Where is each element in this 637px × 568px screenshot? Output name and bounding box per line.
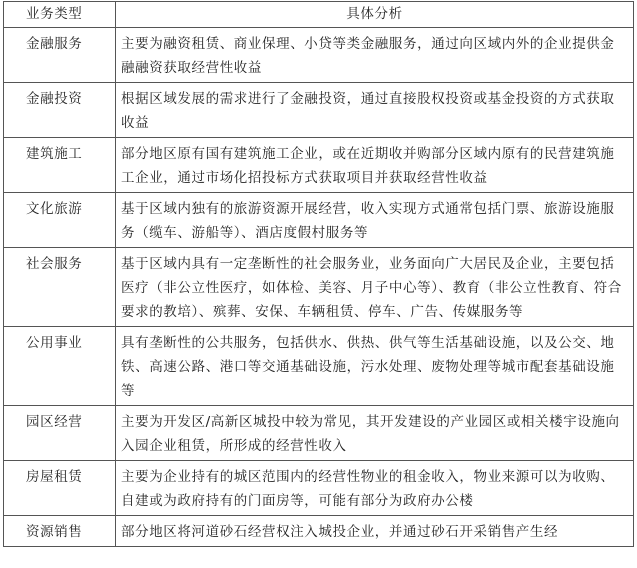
row-analysis-cell: 基于区域内具有一定垄断性的社会服务业，业务面向广大居民及企业，主要包括医疗（非公立性医疗，如体检、美容、月子中心等）、教育（非公立性教育、符合要求的教培）、殡葬、安保、车辆租赁、停车、广告、传媒服务等 <box>116 248 634 327</box>
header-business-type: 业务类型 <box>4 2 116 28</box>
row-type-cell: 金融服务 <box>4 28 116 83</box>
row-type-cell: 社会服务 <box>4 248 116 327</box>
table-row <box>4 193 634 248</box>
row-analysis-cell: 主要为开发区/高新区城投中较为常见，其开发建设的产业园区或相关楼宇设施向入园企业租赁，所形成的经营性收入 <box>116 406 634 461</box>
row-analysis-cell: 根据区域发展的需求进行了金融投资，通过直接股权投资或基金投资的方式获取收益 <box>116 83 634 138</box>
table-row <box>4 406 634 461</box>
row-analysis-cell: 主要为企业持有的城区范围内的经营性物业的租金收入，物业来源可以为收购、自建或为政府持有的门面房等，可能有部分为政府办公楼 <box>116 461 634 516</box>
table-row <box>4 248 634 327</box>
table-row <box>4 83 634 138</box>
row-type-cell: 文化旅游 <box>4 193 116 248</box>
row-type-cell: 金融投资 <box>4 83 116 138</box>
row-analysis-cell: 部分地区原有国有建筑施工企业，或在近期收并购部分区域内原有的民营建筑施工企业，通过市场化招投标方式获取项目并获取经营性收益 <box>116 138 634 193</box>
row-type-cell: 资源销售 <box>4 516 116 547</box>
business-type-table <box>3 1 634 547</box>
table-row <box>4 138 634 193</box>
row-analysis-cell: 具有垄断性的公共服务，包括供水、供热、供气等生活基础设施，以及公交、地铁、高速公路、港口等交通基础设施，污水处理、废物处理等城市配套基础设施等 <box>116 327 634 406</box>
header-analysis: 具体分析 <box>116 2 634 28</box>
row-type-cell: 园区经营 <box>4 406 116 461</box>
row-analysis-cell: 部分地区将河道砂石经营权注入城投企业，并通过砂石开采销售产生经 <box>116 516 634 547</box>
table-row <box>4 28 634 83</box>
table-row <box>4 327 634 406</box>
row-type-cell: 公用事业 <box>4 327 116 406</box>
table-header-row <box>4 2 634 28</box>
row-type-cell: 房屋租赁 <box>4 461 116 516</box>
table-row <box>4 516 634 547</box>
row-type-cell: 建筑施工 <box>4 138 116 193</box>
table-row <box>4 461 634 516</box>
row-analysis-cell: 基于区域内独有的旅游资源开展经营，收入实现方式通常包括门票、旅游设施服务（缆车、游船等）、酒店度假村服务等 <box>116 193 634 248</box>
row-analysis-cell: 主要为融资租赁、商业保理、小贷等类金融服务，通过向区域内外的企业提供金融融资获取经营性收益 <box>116 28 634 83</box>
